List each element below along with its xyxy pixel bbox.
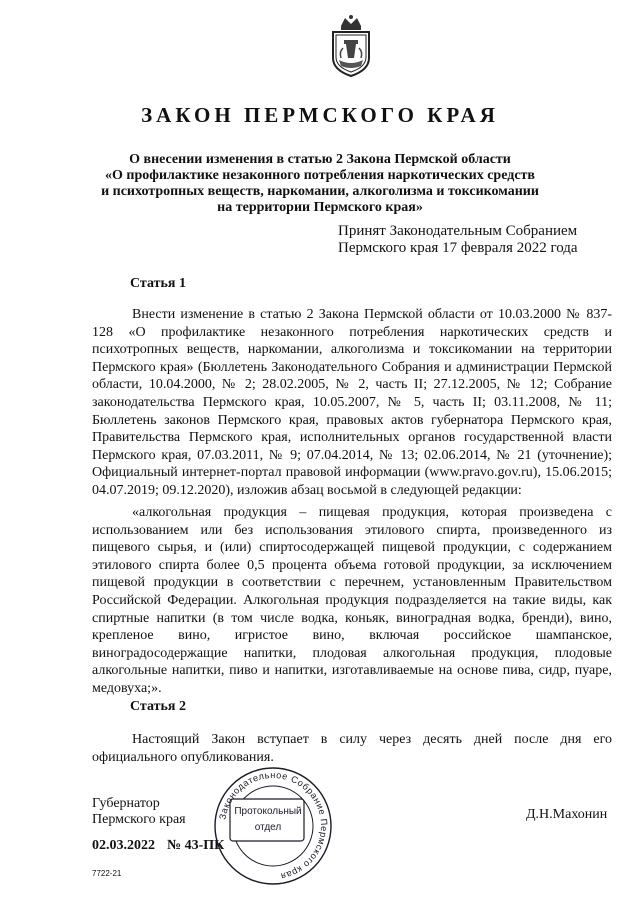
law-number: № 43-ПК xyxy=(167,838,225,853)
date-number-line xyxy=(92,838,224,854)
position-line: Пермского края xyxy=(92,812,186,827)
coat-of-arms-emblem xyxy=(327,14,375,78)
adoption-line: Принят Законодательным Собранием xyxy=(338,223,578,239)
stamp-inner-line: отдел xyxy=(254,822,282,833)
signatory-name: Д.Н.Махонин xyxy=(526,807,608,822)
stamp-inner-text xyxy=(232,804,304,836)
article-1-heading: Статья 1 xyxy=(130,276,186,291)
stamp-outer-text: Законодательное Собрание Пермского края xyxy=(217,769,330,882)
signatory-position xyxy=(92,796,186,828)
article-2-paragraph: Настоящий Закон вступает в силу через десять дней после дня его официального опубликования. xyxy=(92,732,612,765)
stamp-inner-line: Протокольный xyxy=(234,806,302,817)
registration-code: 7722-21 xyxy=(92,869,122,878)
article-1-definition-paragraph: «алкогольная продукция – пищевая продукция, которая произведена с использованием или без использования этилового спирта, произведенного из пищевого сырья, и (или) спиртосодержащей пищевой продукции, с содержанием этилового спирта более 0,5 процента объема готовой продукции, за исключением пищевой продукции в соответствии с перечнем, установленным Правительством Российской Федерации. Алкогольная продукция подразделяется на такие виды, как спиртные напитки (в том числе водка, коньяк, виноградная водка, бренди), вино, крепленое вино, игристое вино, включая российское шампанское, виноградосодержащие напитки, плодовая алкогольная продукция, плодовые алкогольные напитки, пиво и напитки, изготавливаемые на основе пива, сидр, пуаре, медовуха;». xyxy=(92,505,612,696)
subtitle-line: О внесении изменения в статью 2 Закона Пермской области xyxy=(129,152,511,167)
subtitle-line: «О профилактике незаконного потребления наркотических средств xyxy=(105,168,535,183)
subtitle-line: и психотропных веществ, наркомании, алкоголизма и токсикомании xyxy=(101,184,539,199)
article-2-heading: Статья 2 xyxy=(130,699,186,714)
law-title: ЗАКОН ПЕРМСКОГО КРАЯ xyxy=(141,103,499,127)
law-subtitle xyxy=(60,152,580,216)
adoption-note xyxy=(338,223,578,257)
subtitle-line: на территории Пермского края» xyxy=(217,200,423,215)
law-date: 02.03.2022 xyxy=(92,838,155,853)
article-1-paragraph: Внести изменение в статью 2 Закона Пермской области от 10.03.2000 № 837-128 «О профилактике незаконного потребления наркотических средств и психотропных веществ, наркомании, алкоголизма и токсикомании на территории Пермского края» (Бюллетень Законодательного Собрания и администрации Пермской области, 10.04.2000, № 2; 28.02.2005, № 2, часть II; 27.12.2005, № 12; Собрание законодательства Пермского края, 10.05.2007, № 5, часть II; 03.11.2008, № 11; Бюллетень законов Пермского края, правовых актов губернатора Пермского края, Правительства Пермского края, исполнительных органов государственной власти Пермского края, 07.03.2011, № 9; 07.04.2014, № 13; 02.06.2014, № 21 (уточнение); Официальный интернет-портал правовой информации (www.pravo.gov.ru), 15.06.2015; 04.07.2019; 09.12.2020), изложив абзац восьмой в следующей редакции: xyxy=(92,307,612,498)
position-line: Губернатор xyxy=(92,796,160,811)
adoption-line: Пермского края 17 февраля 2022 года xyxy=(338,240,578,256)
